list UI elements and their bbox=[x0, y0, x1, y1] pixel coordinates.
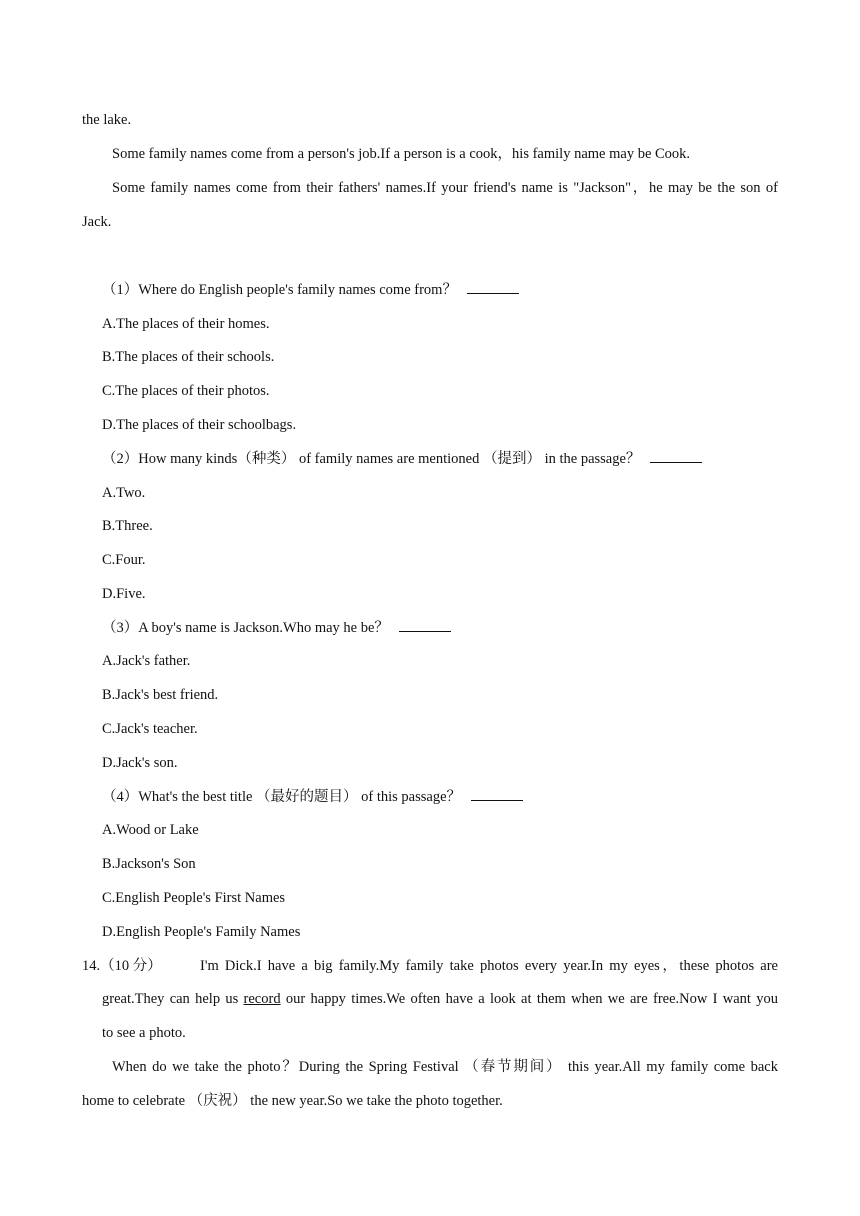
question-stem bbox=[102, 450, 702, 468]
passage-paragraph: Some family names come from a person's job.If a person is a cook，his family name may be Cook. bbox=[112, 146, 691, 162]
question-text: （3）A boy's name is Jackson.Who may he be？ bbox=[102, 620, 389, 636]
passage-line: Jack. bbox=[82, 214, 112, 230]
q14-paragraph: When do we take the photo？During the Spring Festival （春节期间） this year.All my family come back bbox=[112, 1059, 778, 1075]
option: A.Jack's father. bbox=[102, 653, 191, 669]
q14-passage-line: to see a photo. bbox=[102, 1025, 186, 1041]
question-stem bbox=[102, 281, 519, 299]
question-text: （2）How many kinds（种类） of family names are mentioned （提到） in the passage？ bbox=[102, 451, 641, 467]
option: C.Jack's teacher. bbox=[102, 721, 198, 737]
option: B.Jackson's Son bbox=[102, 856, 196, 872]
answer-blank[interactable] bbox=[650, 450, 702, 463]
option: C.Four. bbox=[102, 552, 146, 568]
option: A.Two. bbox=[102, 485, 146, 501]
option: A.The places of their homes. bbox=[102, 316, 270, 332]
passage-paragraph: Some family names come from their fathers' names.If your friend's name is "Jackson"，he may be the son of bbox=[112, 180, 778, 196]
passage-line: the lake. bbox=[82, 112, 132, 128]
option: D.The places of their schoolbags. bbox=[102, 417, 297, 433]
question-text: （1）Where do English people's family names come from？ bbox=[102, 282, 457, 298]
option: D.English People's Family Names bbox=[102, 924, 301, 940]
answer-blank[interactable] bbox=[467, 281, 519, 294]
option: C.English People's First Names bbox=[102, 890, 286, 906]
option: B.Jack's best friend. bbox=[102, 687, 219, 703]
question-text: （4）What's the best title （最好的题目） of this passage？ bbox=[102, 789, 462, 805]
underlined-word: record bbox=[243, 991, 281, 1007]
q14-passage-line: I'm Dick.I have a big family.My family take photos every year.In my eyes，these photos are bbox=[200, 958, 778, 974]
option: B.Three. bbox=[102, 518, 153, 534]
answer-blank[interactable] bbox=[471, 788, 523, 801]
option: D.Five. bbox=[102, 586, 146, 602]
text-segment: great.They can help us bbox=[102, 991, 244, 1007]
option: C.The places of their photos. bbox=[102, 383, 270, 399]
option: B.The places of their schools. bbox=[102, 349, 275, 365]
question-stem bbox=[102, 788, 523, 806]
question-number: 14.（10 分） bbox=[82, 958, 162, 974]
answer-blank[interactable] bbox=[399, 619, 451, 632]
q14-paragraph: home to celebrate （庆祝） the new year.So we take the photo together. bbox=[82, 1093, 503, 1109]
option: D.Jack's son. bbox=[102, 755, 178, 771]
q14-passage-line bbox=[102, 990, 778, 1008]
text-segment: our happy times.We often have a look at them when we are free.Now I want you bbox=[280, 991, 778, 1007]
option: A.Wood or Lake bbox=[102, 822, 199, 838]
question-stem bbox=[102, 619, 451, 637]
